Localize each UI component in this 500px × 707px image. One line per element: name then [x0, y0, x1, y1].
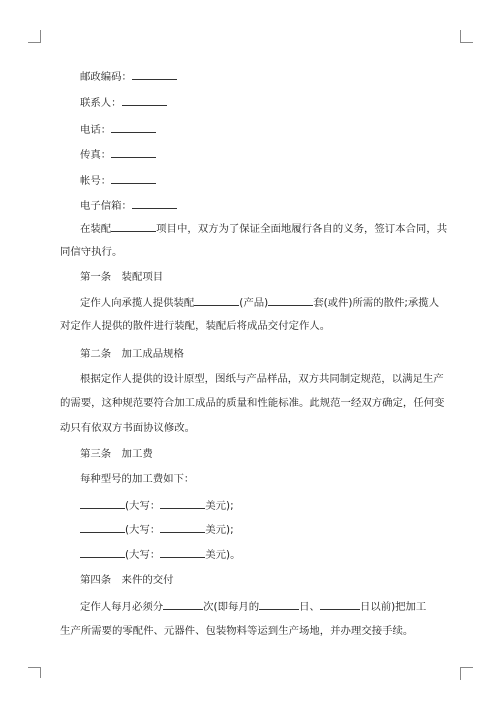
crop-mark-top-right [460, 30, 473, 43]
fax-blank [111, 147, 156, 158]
fee-2-amount-blank [80, 522, 125, 533]
project-blank [111, 221, 156, 232]
article-1-line-1: 定作人向承揽人提供装配 (产品) 套(或件)所需的散件;承揽人 [80, 297, 440, 309]
crop-mark-top-left [28, 30, 41, 43]
article-3-intro: 每种型号的加工费如下： [80, 473, 195, 485]
postal-code-label: 邮政编码： [80, 71, 132, 83]
article-2-heading: 第二条 加工成品规格 [80, 348, 184, 360]
account-blank [111, 173, 156, 184]
account-line [80, 173, 156, 187]
fee-1-words-blank [160, 498, 205, 509]
crop-mark-bottom-right [460, 667, 473, 680]
article-4-heading: 第四条 来件的交付 [80, 574, 174, 586]
times-blank [163, 599, 203, 610]
email-blank [132, 198, 177, 209]
fee-3-amount-blank [80, 547, 125, 558]
fee-line-1: (大写： 美元); [80, 498, 234, 512]
intro-line-2: 同信守执行。 [60, 246, 123, 258]
article-1-line-2: 对定作人提供的散件进行装配，装配后将成品交付定作人。 [60, 320, 331, 332]
day-2-blank [320, 599, 360, 610]
postal-code-blank [132, 69, 177, 80]
contact-person-label: 联系人： [80, 97, 122, 109]
contact-person-line [80, 95, 167, 109]
sets-blank [268, 295, 313, 306]
email-line [80, 198, 177, 212]
phone-line [80, 122, 156, 136]
article-1-heading: 第一条 装配项目 [80, 271, 164, 283]
email-label: 电子信箱： [80, 200, 132, 212]
postal-code-line [80, 69, 177, 83]
article-3-heading: 第三条 加工费 [80, 448, 153, 460]
fee-line-2: (大写： 美元); [80, 522, 234, 536]
article-2-line-3: 动只有依双方书面协议修改。 [60, 422, 196, 434]
fax-label: 传真： [80, 149, 112, 161]
product-blank [194, 295, 239, 306]
day-1-blank [259, 599, 299, 610]
article-2-line-1: 根据定作人提供的设计原型，图纸与产品样品，双方共同制定规范，以满足生产 [80, 373, 444, 385]
phone-label: 电话： [80, 124, 112, 136]
fee-3-words-blank [160, 547, 205, 558]
fee-line-3: (大写： 美元)。 [80, 547, 240, 561]
phone-blank [111, 122, 156, 133]
fee-1-amount-blank [80, 498, 125, 509]
intro-line-1: 在装配 项目中，双方为了保证全面地履行各自的义务，签订本合同，共 [80, 223, 448, 235]
article-4-line-2: 生产所需要的零配件、元器件、包装物料等运到生产场地，并办理交接手续。 [60, 625, 414, 637]
crop-mark-bottom-left [28, 667, 41, 678]
article-2-line-2: 的需要，这种规范要符合加工成品的质量和性能标准。此规范一经双方确定，任何变 [60, 397, 445, 409]
contact-person-blank [122, 95, 167, 106]
fax-line [80, 147, 156, 161]
article-4-line-1: 定作人每月必须分 次(即每月的 日、 日以前)把加工 [80, 601, 427, 613]
fee-2-words-blank [160, 522, 205, 533]
account-label: 帐号： [80, 175, 112, 187]
